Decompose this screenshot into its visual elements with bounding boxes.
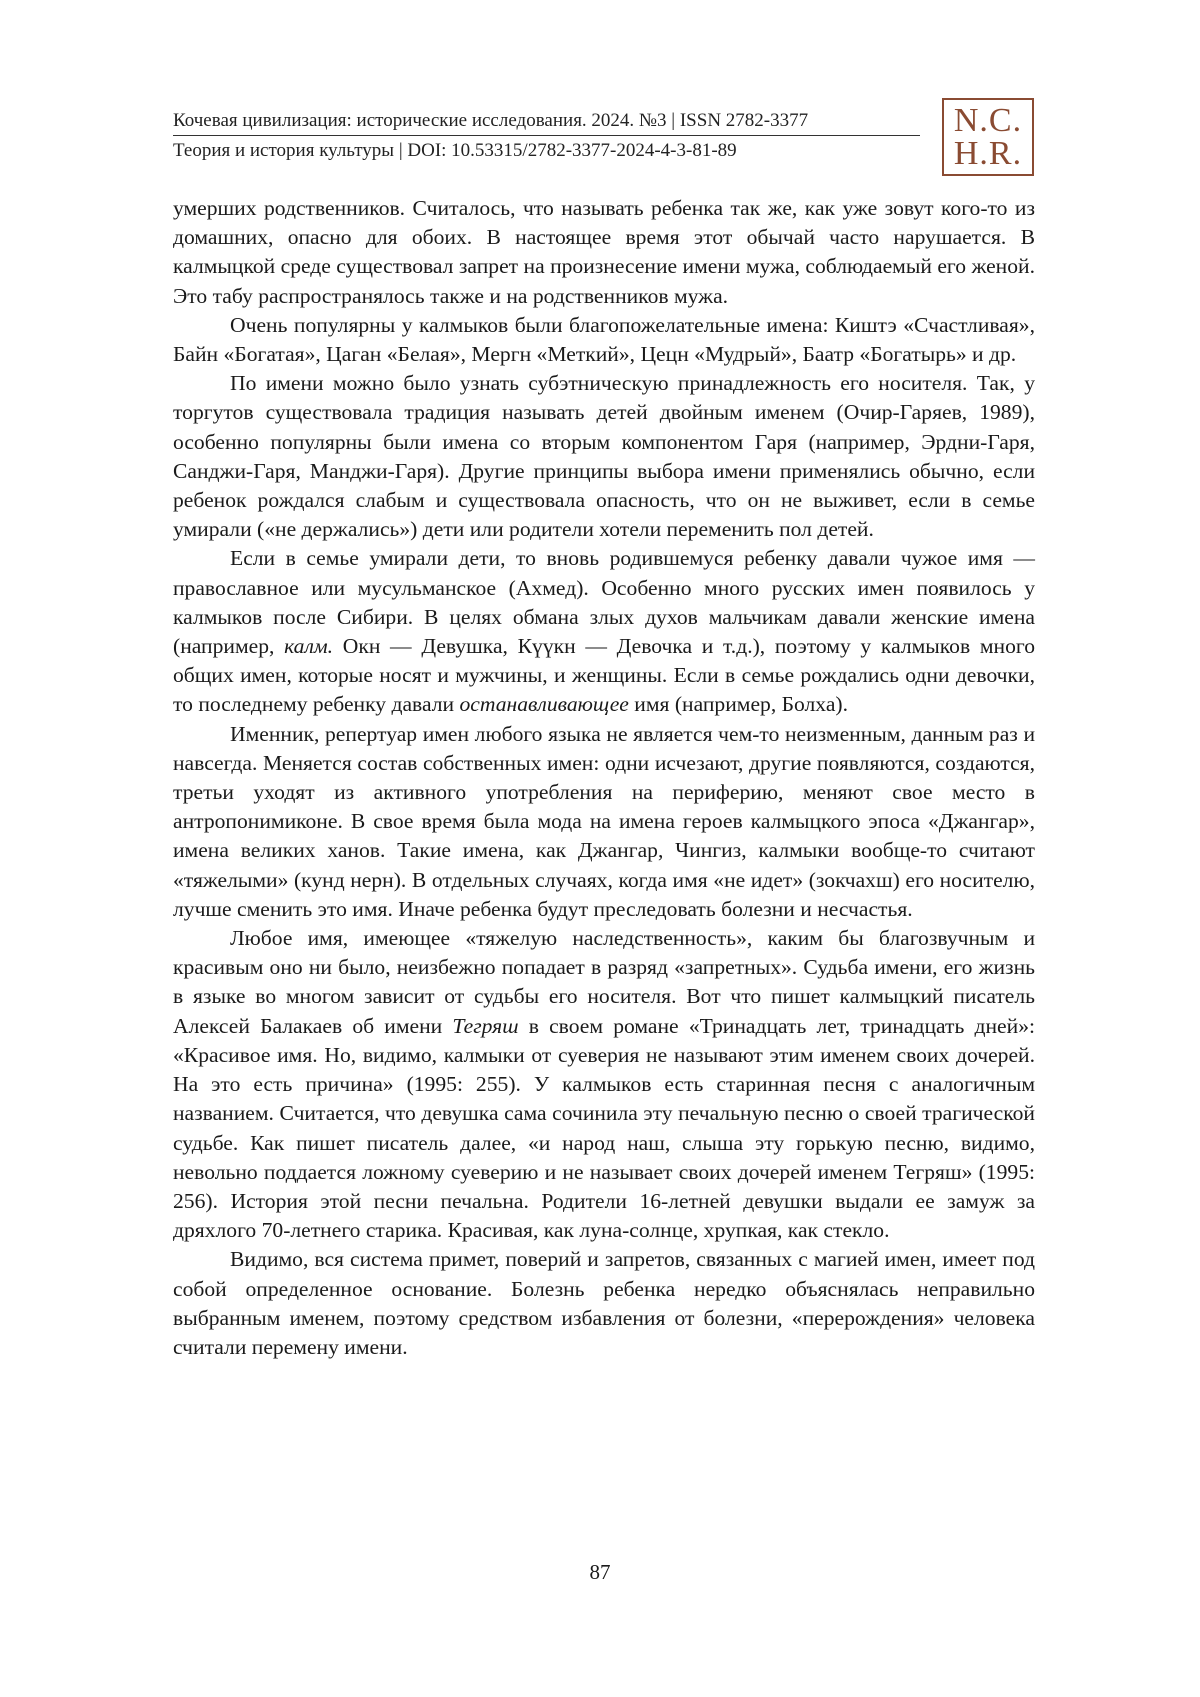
paragraph-4: [173, 544, 1035, 719]
paragraph-4-part-2: Окн — Девушка, Күүкн — Девочка и т.д.), поэтому у калмыков много общих имен, которые носят и мужчины, и женщины. Если в семье рождались одни девочки, то последнему ребенку давали: [173, 634, 1035, 717]
paragraph-6-part-2: в своем романе «Тринадцать лет, тринадцать дней»: «Красивое имя. Но, видимо, калмыки от суеверия не называют этим именем своих дочерей. На это есть причина» (1995: 255). У калмыков есть старинная песня с аналогичным названием. Считается, что девушка сама сочинила эту печальную песню о своей трагической судьбе. Как пишет писатель далее, «и народ наш, слыша эту горькую песню, видимо, невольно поддается ложному суеверию и не называет своих дочерей именем Тегряш» (1995: 256). История этой песни печальна. Родители 16-летней девушки выдали ее замуж за дряхлого 70-летнего старика. Красивая, как луна-солнце, хрупкая, как стекло.: [173, 1013, 1035, 1243]
page-number: 87: [589, 1560, 611, 1584]
journal-logo: [942, 98, 1034, 176]
paragraph-1: умерших родственников. Считалось, что называть ребенка так же, как уже зовут кого-то из домашних, опасно для обоих. В настоящее время этот обычай часто нарушается. В калмыцкой среде существовал запрет на произнесение имени мужа, соблюдаемый его женой. Это табу распространялось также и на родственников мужа.: [173, 196, 1035, 308]
paragraph-2: Очень популярны у калмыков были благопожелательные имена: Киштэ «Счастливая», Байн «Богатая», Цаган «Белая», Мергн «Меткий», Цецн «Мудрый», Баатр «Богатырь» и др.: [173, 312, 1035, 367]
italic-term-kalm: калм.: [284, 634, 334, 659]
logo-top-text: N.C.: [953, 102, 1023, 139]
paragraph-4-part-1: Если в семье умирали дети, то вновь родившемуся ребенку давали чужое имя — православное или мусульманское (Ахмед). Особенно много русских имен появилось у калмыков после Сибири. В целях обмана злых духов мальчикам давали женские имена (например,: [173, 546, 1035, 659]
running-header: [173, 108, 920, 164]
italic-name-tegryash: Тегряш: [452, 1013, 519, 1038]
logo-bottom-text: H.R.: [953, 135, 1023, 172]
paragraph-6: [173, 924, 1035, 1245]
paragraph-5: Именник, репертуар имен любого языка не является чем-то неизменным, данным раз и навсегда. Меняется состав собственных имен: одни исчезают, другие появляются, создаются, третьи уходят из активного употребления на периферию, меняют свое место в антропонимиконе. В свое время была мода на имена героев калмыцкого эпоса «Джангар», имена великих ханов. Такие имена, как Джангар, Чингиз, калмыки вообще-то считают «тяжелыми» (кунд нерн). В отдельных случаях, когда имя «не идет» (зокчахш) его носителю, лучше сменить это имя. Иначе ребенка будут преследовать болезни и несчастья.: [173, 721, 1035, 921]
paragraph-6-part-1: Любое имя, имеющее «тяжелую наследственность», каким бы благозвучным и красивым оно ни было, неизбежно попадает в разряд «запретных». Судьба имени, его жизнь в языке во многом зависит от судьбы его носителя. Вот что пишет калмыцкий писатель Алексей Балакаев об имени: [173, 926, 1035, 1038]
paragraph-4-part-3: имя (например, Болха).: [628, 692, 848, 717]
section-doi-line: Теория и история культуры | DOI: 10.53315/2782-3377-2024-4-3-81-89: [173, 140, 737, 161]
journal-title-line: Кочевая цивилизация: исторические исследования. 2024. №3 | ISSN 2782-3377: [173, 108, 920, 136]
paragraph-7: Видимо, вся система примет, поверий и запретов, связанных с магией имен, имеет под собой определенное основание. Болезнь ребенка нередко объяснялась неправильно выбранным именем, поэтому средством избавления от болезни, «перерождения» человека считали перемену имени.: [173, 1247, 1035, 1359]
italic-term-stopping: останавливающее: [459, 692, 629, 717]
paragraph-3: По имени можно было узнать субэтническую принадлежность его носителя. Так, у торгутов существовала традиция называть детей двойным именем (Очир-Гаряев, 1989), особенно популярны были имена со вторым компонентом Гаря (например, Эрдни-Гаря, Санджи-Гаря, Манджи-Гаря). Другие принципы выбора имени применялись обычно, если ребенок рождался слабым и существовала опасность, что он не выживет, если в семье умирали («не держались») дети или родители хотели переменить пол детей.: [173, 371, 1035, 542]
article-body: [173, 194, 1035, 1362]
